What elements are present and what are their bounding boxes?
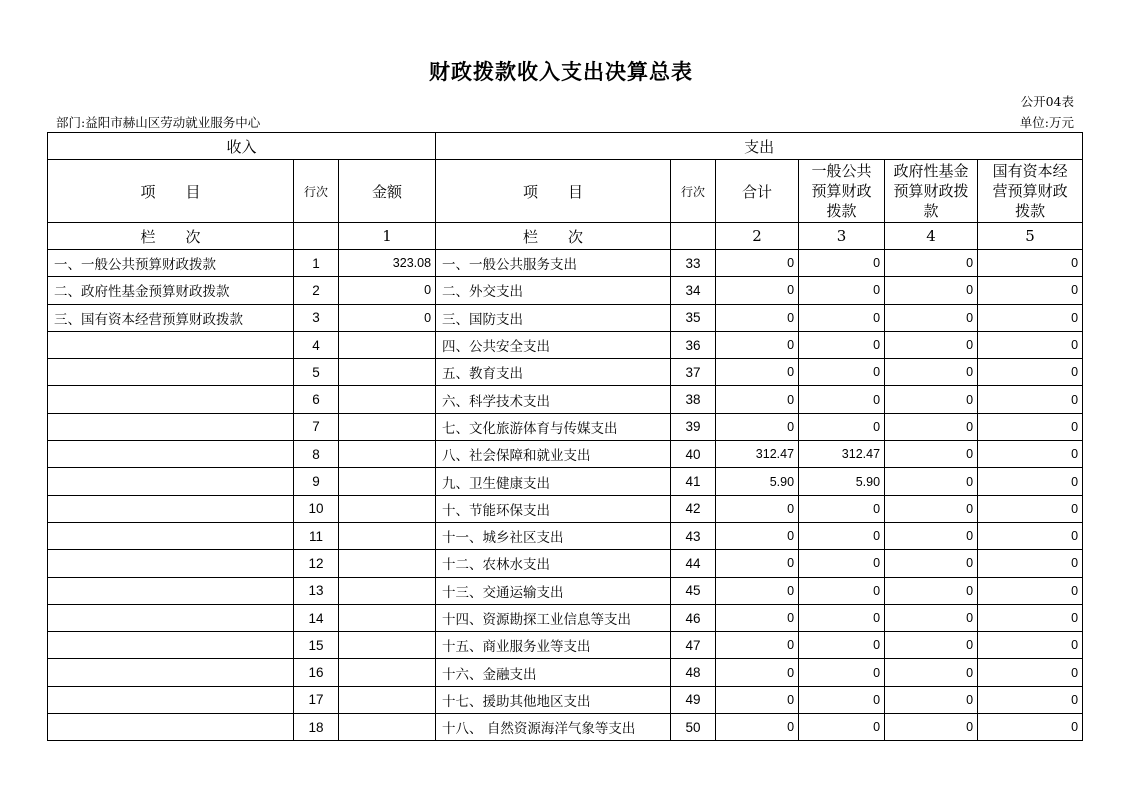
- fund-budget-cell: 0: [885, 468, 978, 495]
- state-capital-cell: 0: [978, 304, 1083, 331]
- expense-rowno-cell: 40: [671, 441, 716, 468]
- expense-item-cell: 十五、商业服务业等支出: [436, 632, 671, 659]
- total-cell: 312.47: [716, 441, 799, 468]
- general-budget-cell: 0: [799, 304, 885, 331]
- expense-item-cell: 三、国防支出: [436, 304, 671, 331]
- expense-item-cell: 十八、 自然资源海洋气象等支出: [436, 714, 671, 741]
- expense-item-cell: 十、节能环保支出: [436, 495, 671, 522]
- income-item-cell: [48, 550, 294, 577]
- expense-rowno-cell: 41: [671, 468, 716, 495]
- income-item-cell: [48, 441, 294, 468]
- state-capital-cell: 0: [978, 550, 1083, 577]
- col-4-label: 4: [885, 223, 978, 250]
- income-item-cell: [48, 577, 294, 604]
- expense-lanci-label: 栏 次: [436, 223, 671, 250]
- income-item-cell: [48, 604, 294, 631]
- fund-budget-cell: 0: [885, 686, 978, 713]
- income-item-cell: [48, 522, 294, 549]
- fund-budget-header: 政府性基金预算财政拨款: [885, 160, 978, 223]
- general-budget-cell: 0: [799, 277, 885, 304]
- income-rowno-cell: 6: [294, 386, 339, 413]
- expense-rowno-cell: 38: [671, 386, 716, 413]
- fund-budget-cell: 0: [885, 359, 978, 386]
- fund-budget-cell: 0: [885, 250, 978, 277]
- expense-rowno-cell: 33: [671, 250, 716, 277]
- state-capital-cell: 0: [978, 441, 1083, 468]
- total-cell: 0: [716, 359, 799, 386]
- expense-item-cell: 八、社会保障和就业支出: [436, 441, 671, 468]
- expense-item-cell: 十六、金融支出: [436, 659, 671, 686]
- income-item-cell: [48, 468, 294, 495]
- total-cell: 0: [716, 659, 799, 686]
- general-budget-cell: 0: [799, 495, 885, 522]
- income-item-cell: [48, 359, 294, 386]
- expense-item-header: 项 目: [436, 160, 671, 223]
- expense-header: 支出: [436, 133, 1083, 160]
- state-capital-cell: 0: [978, 359, 1083, 386]
- table-row: [48, 359, 1083, 386]
- general-budget-cell: 0: [799, 550, 885, 577]
- expense-rowno-cell: 47: [671, 632, 716, 659]
- general-budget-cell: 312.47: [799, 441, 885, 468]
- general-budget-cell: 0: [799, 686, 885, 713]
- income-item-cell: 一、一般公共预算财政拨款: [48, 250, 294, 277]
- fund-budget-cell: 0: [885, 277, 978, 304]
- expense-rowno-cell: 44: [671, 550, 716, 577]
- income-rowno-cell: 10: [294, 495, 339, 522]
- expense-rowno-cell: 42: [671, 495, 716, 522]
- total-cell: 0: [716, 714, 799, 741]
- general-budget-cell: 0: [799, 604, 885, 631]
- expense-rowno-cell: 35: [671, 304, 716, 331]
- total-cell: 0: [716, 250, 799, 277]
- income-rowno-cell: 8: [294, 441, 339, 468]
- income-amount-cell: [339, 604, 436, 631]
- state-capital-cell: 0: [978, 659, 1083, 686]
- page-title: 财政拨款收入支出决算总表: [429, 59, 693, 84]
- state-capital-cell: 0: [978, 632, 1083, 659]
- expense-item-cell: 十四、资源勘探工业信息等支出: [436, 604, 671, 631]
- form-number: 公开04表: [1020, 94, 1074, 109]
- general-budget-cell: 0: [799, 632, 885, 659]
- income-amount-cell: [339, 413, 436, 440]
- col-1-label: 1: [339, 223, 436, 250]
- table-row: [48, 686, 1083, 713]
- total-cell: 0: [716, 550, 799, 577]
- income-rowno-cell: 4: [294, 331, 339, 358]
- fund-budget-cell: 0: [885, 441, 978, 468]
- fund-budget-cell: 0: [885, 659, 978, 686]
- general-budget-cell: 0: [799, 359, 885, 386]
- income-amount-cell: [339, 468, 436, 495]
- income-amount-cell: [339, 359, 436, 386]
- state-capital-cell: 0: [978, 522, 1083, 549]
- income-rowno-cell: 13: [294, 577, 339, 604]
- fund-budget-cell: 0: [885, 495, 978, 522]
- income-amount-header: 金额: [339, 160, 436, 223]
- expense-rowno-cell: 49: [671, 686, 716, 713]
- general-budget-cell: 0: [799, 522, 885, 549]
- expense-rowno-cell: 48: [671, 659, 716, 686]
- general-budget-cell: 0: [799, 250, 885, 277]
- expense-rowno-cell: 34: [671, 277, 716, 304]
- income-item-cell: [48, 495, 294, 522]
- income-item-cell: [48, 386, 294, 413]
- income-header: 收入: [48, 133, 436, 160]
- expense-item-cell: 七、文化旅游体育与传媒支出: [436, 413, 671, 440]
- state-capital-cell: 0: [978, 714, 1083, 741]
- state-capital-cell: 0: [978, 604, 1083, 631]
- total-cell: 0: [716, 632, 799, 659]
- expense-rowno-cell: 37: [671, 359, 716, 386]
- general-budget-cell: 0: [799, 413, 885, 440]
- income-rowno-cell: 18: [294, 714, 339, 741]
- income-rowno-cell: 7: [294, 413, 339, 440]
- total-cell: 0: [716, 277, 799, 304]
- income-amount-cell: [339, 495, 436, 522]
- table-row: [48, 441, 1083, 468]
- income-amount-cell: [339, 577, 436, 604]
- expense-item-cell: 九、卫生健康支出: [436, 468, 671, 495]
- col-5-label: 5: [978, 223, 1083, 250]
- state-capital-cell: 0: [978, 577, 1083, 604]
- budget-table: [47, 132, 1083, 741]
- table-row: [48, 659, 1083, 686]
- table-row: [48, 522, 1083, 549]
- fund-budget-cell: 0: [885, 304, 978, 331]
- expense-item-cell: 六、科学技术支出: [436, 386, 671, 413]
- table-row: [48, 468, 1083, 495]
- income-item-cell: 二、政府性基金预算财政拨款: [48, 277, 294, 304]
- table-row: [48, 577, 1083, 604]
- fund-budget-cell: 0: [885, 386, 978, 413]
- income-rowno-cell: 11: [294, 522, 339, 549]
- expense-item-cell: 四、公共安全支出: [436, 331, 671, 358]
- income-item-cell: [48, 331, 294, 358]
- table-row: [48, 550, 1083, 577]
- income-item-cell: [48, 632, 294, 659]
- expense-item-cell: 十一、城乡社区支出: [436, 522, 671, 549]
- income-amount-cell: 0: [339, 304, 436, 331]
- expense-item-cell: 二、外交支出: [436, 277, 671, 304]
- general-budget-cell: 0: [799, 386, 885, 413]
- expense-rowno-cell: 50: [671, 714, 716, 741]
- table-row: [48, 714, 1083, 741]
- income-amount-cell: [339, 331, 436, 358]
- income-rowno-cell: 15: [294, 632, 339, 659]
- state-capital-cell: 0: [978, 250, 1083, 277]
- department-label: 部门:益阳市赫山区劳动就业服务中心: [56, 115, 261, 130]
- fund-budget-cell: 0: [885, 604, 978, 631]
- expense-item-cell: 十二、农林水支出: [436, 550, 671, 577]
- total-cell: 0: [716, 304, 799, 331]
- expense-item-cell: 十三、交通运输支出: [436, 577, 671, 604]
- expense-item-cell: 一、一般公共服务支出: [436, 250, 671, 277]
- fund-budget-cell: 0: [885, 550, 978, 577]
- income-amount-cell: [339, 550, 436, 577]
- fund-budget-cell: 0: [885, 331, 978, 358]
- expense-rowno-cell: 43: [671, 522, 716, 549]
- col-2-label: 2: [716, 223, 799, 250]
- table-row: [48, 250, 1083, 277]
- fund-budget-cell: 0: [885, 632, 978, 659]
- state-capital-cell: 0: [978, 468, 1083, 495]
- income-amount-cell: [339, 632, 436, 659]
- table-row: [48, 304, 1083, 331]
- income-item-cell: [48, 714, 294, 741]
- general-budget-cell: 0: [799, 331, 885, 358]
- income-item-cell: [48, 413, 294, 440]
- expense-rowno-cell: 39: [671, 413, 716, 440]
- income-amount-cell: [339, 386, 436, 413]
- total-cell: 0: [716, 413, 799, 440]
- table-row: [48, 495, 1083, 522]
- income-item-cell: [48, 659, 294, 686]
- expense-item-cell: 五、教育支出: [436, 359, 671, 386]
- state-capital-cell: 0: [978, 277, 1083, 304]
- col-3-label: 3: [799, 223, 885, 250]
- table-row: [48, 331, 1083, 358]
- total-cell: 0: [716, 495, 799, 522]
- income-amount-cell: 323.08: [339, 250, 436, 277]
- income-amount-cell: [339, 714, 436, 741]
- total-cell: 0: [716, 577, 799, 604]
- income-rowno-cell: 17: [294, 686, 339, 713]
- income-amount-cell: [339, 659, 436, 686]
- income-rowno-cell: 16: [294, 659, 339, 686]
- general-budget-cell: 0: [799, 714, 885, 741]
- income-rowno-cell: 9: [294, 468, 339, 495]
- state-capital-cell: 0: [978, 495, 1083, 522]
- income-rowno-cell: 14: [294, 604, 339, 631]
- table-row: [48, 277, 1083, 304]
- expense-rowno-cell: 46: [671, 604, 716, 631]
- unit-label: 单位:万元: [1019, 115, 1074, 130]
- income-amount-cell: [339, 441, 436, 468]
- general-budget-header: 一般公共预算财政拨款: [799, 160, 885, 223]
- state-capital-cell: 0: [978, 386, 1083, 413]
- total-cell: 5.90: [716, 468, 799, 495]
- income-rowno-cell: 1: [294, 250, 339, 277]
- table-row: [48, 632, 1083, 659]
- expense-rowno-header: 行次: [671, 160, 716, 223]
- state-capital-cell: 0: [978, 413, 1083, 440]
- income-amount-cell: 0: [339, 277, 436, 304]
- general-budget-cell: 0: [799, 659, 885, 686]
- total-cell: 0: [716, 686, 799, 713]
- income-rowno-cell: 12: [294, 550, 339, 577]
- general-budget-cell: 0: [799, 577, 885, 604]
- income-item-cell: [48, 686, 294, 713]
- fund-budget-cell: 0: [885, 577, 978, 604]
- general-budget-cell: 5.90: [799, 468, 885, 495]
- expense-rowno-cell: 36: [671, 331, 716, 358]
- total-cell: 0: [716, 522, 799, 549]
- fund-budget-cell: 0: [885, 522, 978, 549]
- income-rowno-cell: 2: [294, 277, 339, 304]
- income-rowno-header: 行次: [294, 160, 339, 223]
- total-cell: 0: [716, 604, 799, 631]
- income-amount-cell: [339, 686, 436, 713]
- fund-budget-cell: 0: [885, 714, 978, 741]
- state-capital-cell: 0: [978, 331, 1083, 358]
- income-rowno-cell: 3: [294, 304, 339, 331]
- income-lanci-label: 栏 次: [48, 223, 294, 250]
- table-row: [48, 386, 1083, 413]
- income-item-header: 项 目: [48, 160, 294, 223]
- state-capital-header: 国有资本经营预算财政拨款: [978, 160, 1083, 223]
- state-capital-cell: 0: [978, 686, 1083, 713]
- fund-budget-cell: 0: [885, 413, 978, 440]
- table-row: [48, 604, 1083, 631]
- income-amount-cell: [339, 522, 436, 549]
- total-header: 合计: [716, 160, 799, 223]
- expense-rowno-cell: 45: [671, 577, 716, 604]
- income-item-cell: 三、国有资本经营预算财政拨款: [48, 304, 294, 331]
- table-row: [48, 413, 1083, 440]
- total-cell: 0: [716, 331, 799, 358]
- total-cell: 0: [716, 386, 799, 413]
- expense-item-cell: 十七、援助其他地区支出: [436, 686, 671, 713]
- income-rowno-cell: 5: [294, 359, 339, 386]
